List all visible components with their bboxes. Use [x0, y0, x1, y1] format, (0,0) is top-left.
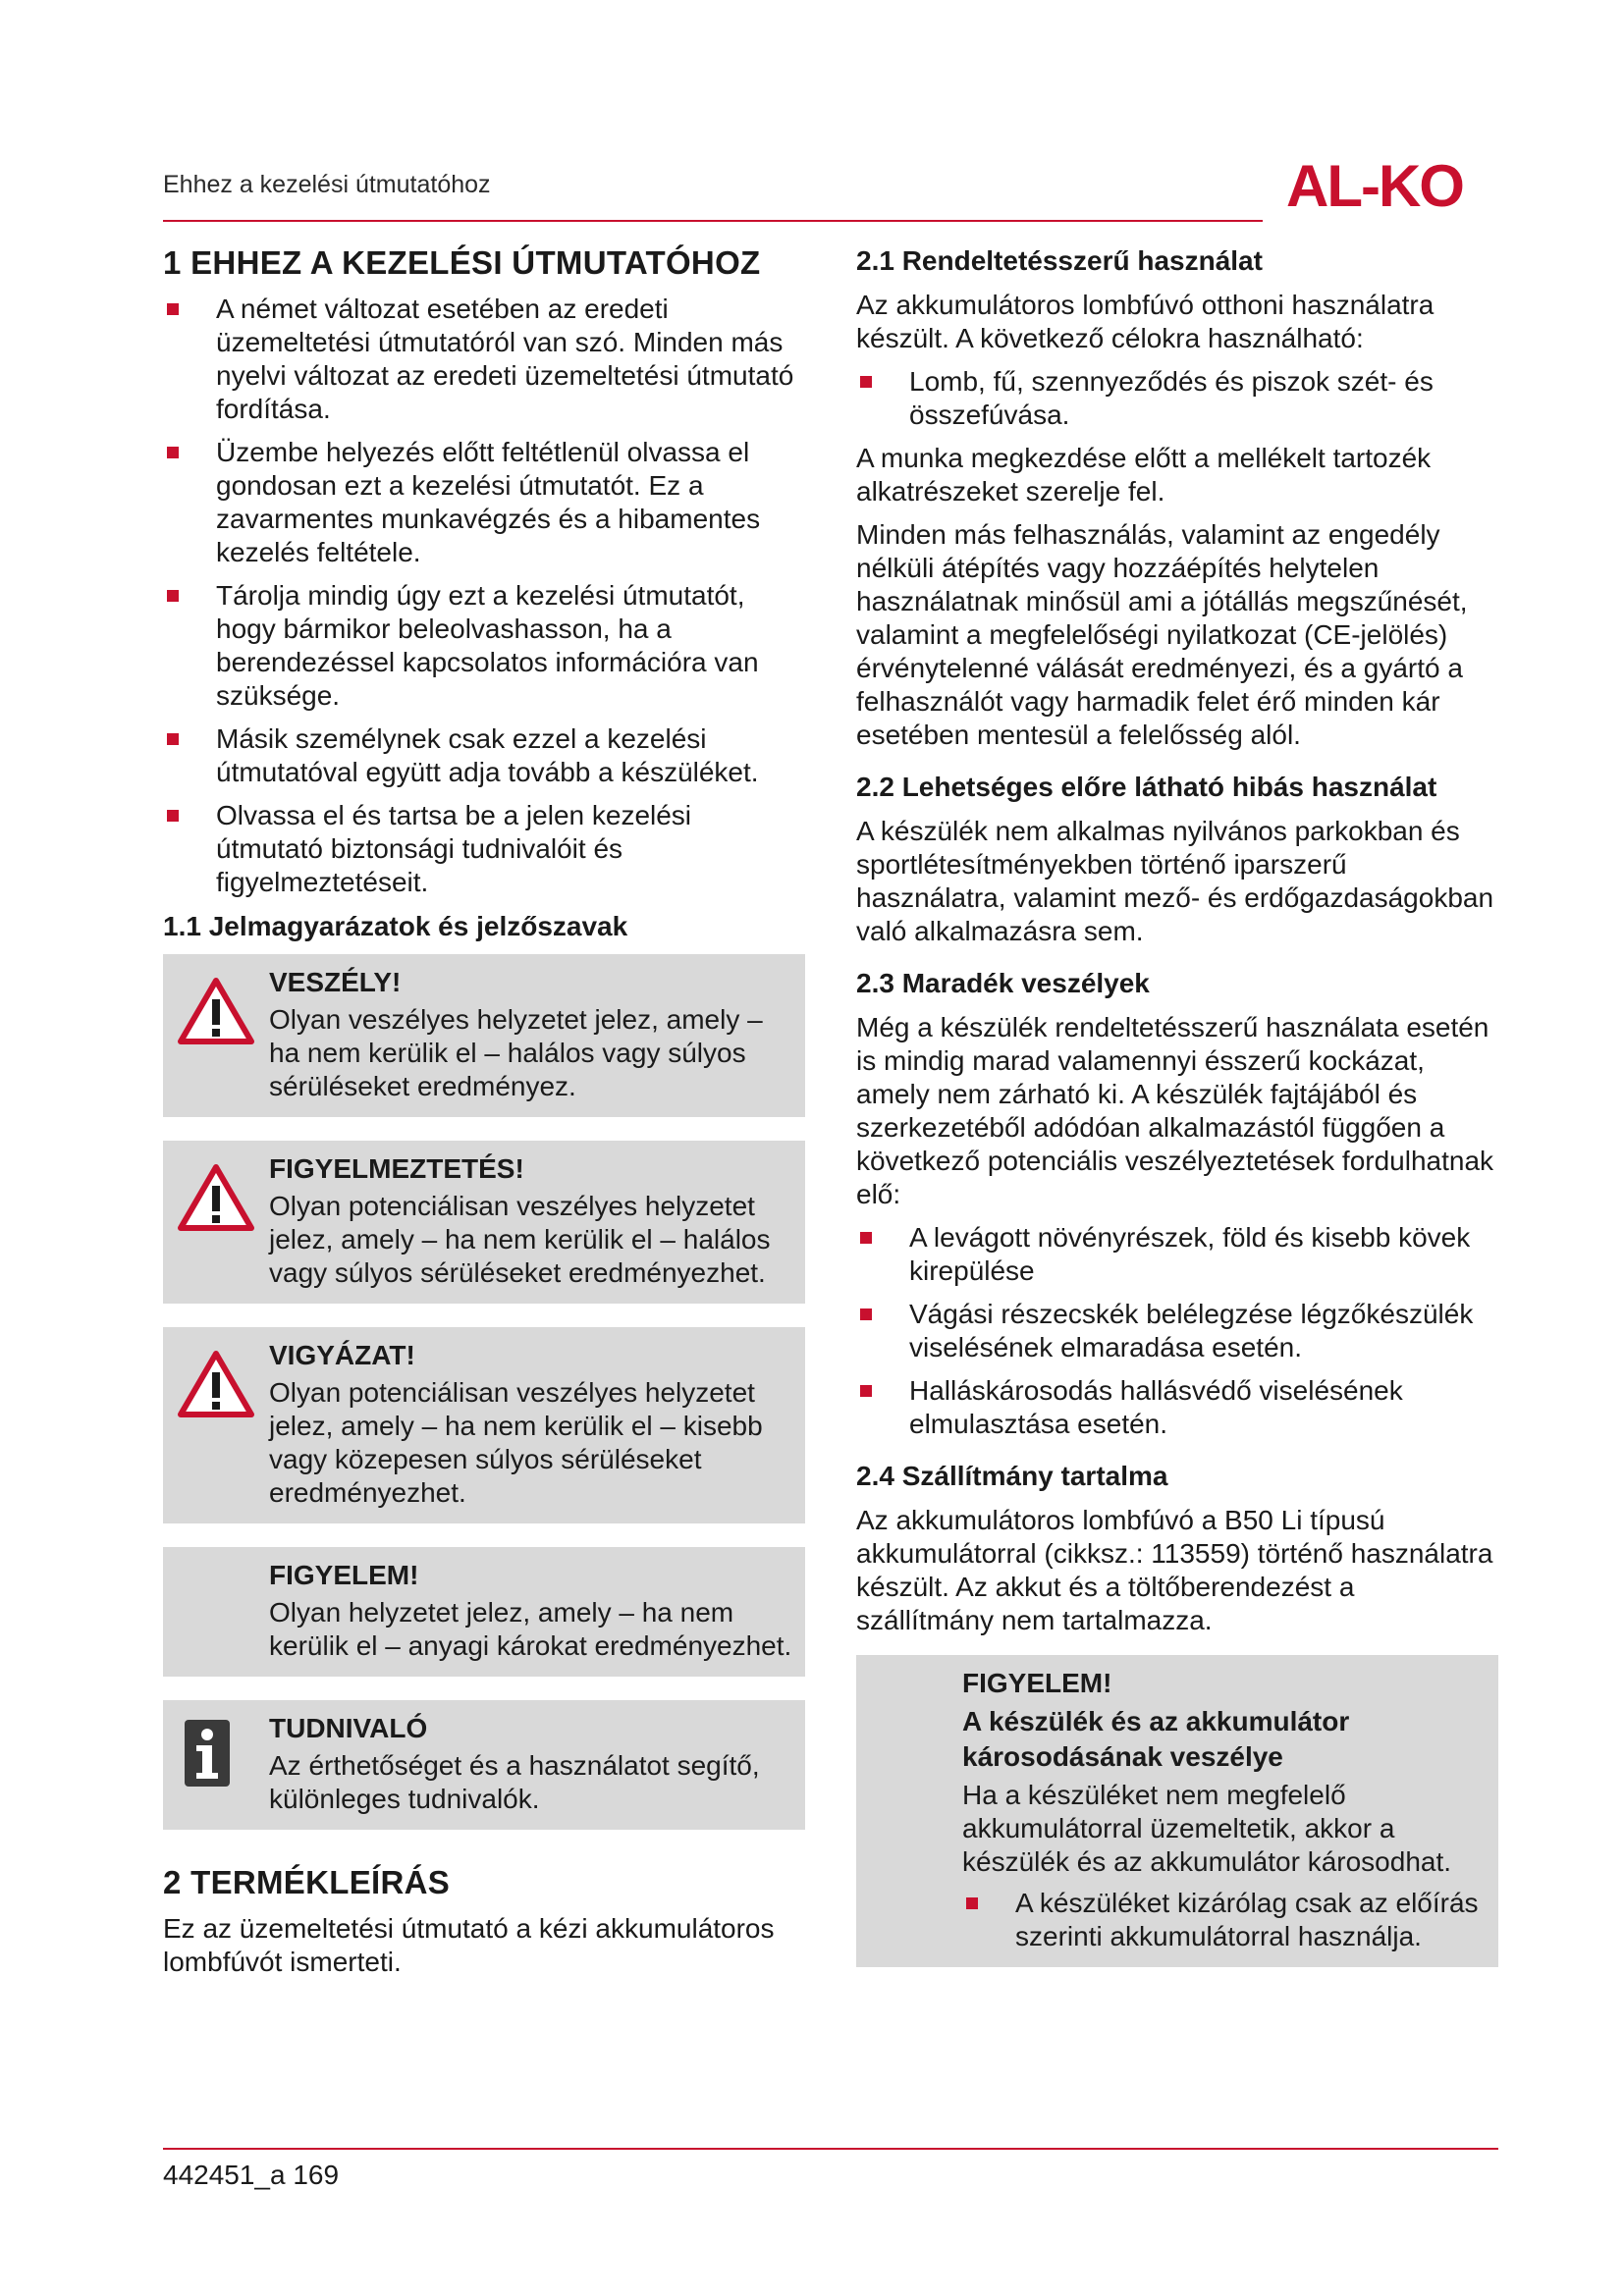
signal-box-warning [163, 1141, 805, 1304]
signal-box-caution [163, 1327, 805, 1523]
paragraph: A munka megkezdése előtt a mellékelt tartozék alkatrészeket szerelje fel. [856, 443, 1432, 507]
running-header: Ehhez a kezelési útmutatóhoz [163, 171, 491, 198]
paragraph: Az akkumulátoros lombfúvó otthoni használatra készült. A következő célokra használható: [856, 290, 1435, 353]
section-2-2-title: 2.2 Lehetséges előre látható hibás használat [856, 772, 1437, 802]
warning-triangle-icon [177, 1162, 255, 1233]
signal-text: Az érthetőséget és a használatot segítő, különleges tudnivalók. [269, 1750, 760, 1814]
signal-box-info [163, 1700, 805, 1830]
right-column [856, 243, 1498, 1991]
signal-title: VIGYÁZAT! [269, 1340, 415, 1370]
list-item: Vágási részecskék belélegzése légzőkészülék viselésének elmaradása esetén. [856, 1298, 1498, 1364]
list-item: Tárolja mindig úgy ezt a kezelési útmutatót, hogy bármikor beleolvashasson, ha a berendezéssel kapcsolatos információra van szüksége. [163, 579, 805, 713]
list-item: A német változat esetében az eredeti üzemeltetési útmutatóról van szó. Minden más nyelvi változat az eredeti üzemeltetési útmutató fordítása. [163, 293, 805, 426]
list-item: Olvassa el és tartsa be a jelen kezelési útmutató biztonsági tudnivalóit és figyelmeztetéseit. [163, 799, 805, 899]
list-item: Üzembe helyezés előtt feltétlenül olvassa el gondosan ezt a kezelési útmutatót. Ez a zavarmentes munkavégzés és a hibamentes kezelés feltétele. [163, 436, 805, 569]
section-2-3-title: 2.3 Maradék veszélyek [856, 968, 1150, 998]
signal-title: FIGYELEM! [269, 1560, 419, 1590]
bullet-icon [966, 1897, 978, 1909]
section-1-title: 1 EHHEZ A KEZELÉSI ÚTMUTATÓHOZ [163, 244, 761, 281]
svg-text:AL-KO: AL-KO [1286, 155, 1463, 214]
bullet-icon [167, 303, 179, 315]
list-item: Másik személynek csak ezzel a kezelési útmutatóval együtt adja tovább a készüléket. [163, 722, 805, 789]
section-2-4-title: 2.4 Szállítmány tartalma [856, 1461, 1168, 1491]
bullet-icon [167, 590, 179, 602]
paragraph: Még a készülék rendeltetésszerű használata esetén is mindig marad valamennyi ésszerű kockázat, amely nem zárható ki. A készülék fajtájából és szerkezetéből adódóan alkalmazástól függően a következő potenciális veszélyeztetések fordulhatnak elő: [856, 1012, 1494, 1209]
header-rule [163, 220, 1263, 222]
use-bullets [856, 365, 1498, 432]
section-2-1-title: 2.1 Rendeltetésszerű használat [856, 245, 1263, 276]
signal-text: Olyan helyzetet jelez, amely – ha nem kerülik el – anyagi károkat eredményezhet. [269, 1597, 792, 1661]
left-column [163, 243, 805, 1989]
signal-box-danger [163, 954, 805, 1117]
bullet-icon [860, 1385, 872, 1397]
notice-text: Ha a készüléket nem megfelelő akkumulátorral üzemeltetik, akkor a készülék és az akkumulátor károsodhat. [962, 1780, 1452, 1877]
bullet-icon [167, 733, 179, 745]
section-2-title: 2 TERMÉKLEÍRÁS [163, 1864, 451, 1900]
signal-text: Olyan potenciálisan veszélyes helyzetet jelez, amely – ha nem kerülik el – halálos vagy súlyos sérüléseket eredményezhet. [269, 1191, 771, 1288]
signal-box-notice [163, 1547, 805, 1677]
bullet-icon [860, 1232, 872, 1244]
doc-number: 442451_a [163, 2160, 286, 2190]
risk-bullets [856, 1221, 1498, 1441]
bullet-icon [167, 447, 179, 458]
signal-text: Olyan potenciálisan veszélyes helyzetet jelez, amely – ha nem kerülik el – kisebb vagy közepesen súlyos sérüléseket eredményezhet. [269, 1377, 763, 1508]
warning-triangle-icon [177, 1349, 255, 1419]
notice-box [856, 1655, 1498, 1967]
paragraph: Minden más felhasználás, valamint az engedély nélküli átépítés vagy hozzáépítés helytelen használatnak minősül ami a jótállás megszűnését, valamint a megfelelőségi nyilatkozat (CE-jelölés) érvénytelenné válását eredményezi, és a gyártó a felhasználót vagy harmadik felet érő minden kár esetében mentesül a felelősség alól. [856, 519, 1468, 750]
list-item: A levágott növényrészek, föld és kisebb kövek kirepülése [856, 1221, 1498, 1288]
bullet-icon [860, 376, 872, 388]
paragraph: A készülék nem alkalmas nyilvános parkokban és sportlétesítményekben történő iparszerű használatra, valamint mező- és erdőgazdaságokban való alkalmazásra sem. [856, 816, 1494, 946]
notice-title: FIGYELEM! [962, 1668, 1112, 1698]
warning-triangle-icon [177, 976, 255, 1046]
signal-title: TUDNIVALÓ [269, 1713, 428, 1743]
info-icon [177, 1718, 255, 1789]
notice-bullets [962, 1887, 1490, 1953]
list-item: Lomb, fű, szennyeződés és piszok szét- és összefúvása. [856, 365, 1498, 432]
signal-title: VESZÉLY! [269, 967, 402, 997]
signal-text: Olyan veszélyes helyzetet jelez, amely – ha nem kerülik el – halálos vagy súlyos sérüléseket eredményez. [269, 1004, 763, 1101]
section-2-text: Ez az üzemeltetési útmutató a kézi akkumulátoros lombfúvót ismerteti. [163, 1913, 775, 1977]
notice-subtitle: A készülék és az akkumulátor károsodásának veszélye [962, 1706, 1350, 1772]
bullet-icon [167, 810, 179, 822]
bullet-icon [860, 1308, 872, 1320]
alko-logo [1286, 155, 1502, 214]
paragraph: Az akkumulátoros lombfúvó a B50 Li típusú akkumulátorral (cikksz.: 113559) történő használatra készült. Az akkut és a töltőberendezést a szállítmány nem tartalmazza. [856, 1505, 1493, 1635]
list-item: A készüléket kizárólag csak az előírás szerinti akkumulátorral használja. [962, 1887, 1490, 1953]
footer-rule [163, 2148, 1498, 2150]
section-1-1-title: 1.1 Jelmagyarázatok és jelzőszavak [163, 911, 628, 941]
footer [163, 2160, 339, 2191]
signal-title: FIGYELMEZTETÉS! [269, 1153, 524, 1184]
page-number: 169 [293, 2160, 340, 2190]
list-item: Halláskárosodás hallásvédő viselésének elmulasztása esetén. [856, 1374, 1498, 1441]
intro-bullets [163, 293, 805, 899]
